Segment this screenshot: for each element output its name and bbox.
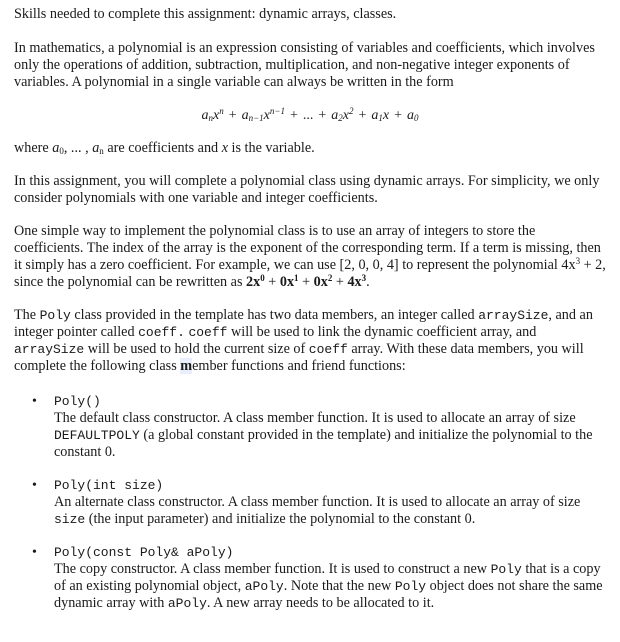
function-description: The default class constructor. A class member function. It is used to allocate an array of size DEFAULTPOLY (a global constant provided in the template) and initialize the polynomial to the constant 0. [54,410,593,460]
function-signature: Poly(const Poly& aPoly) [54,545,234,560]
implementation-paragraph: One simple way to implement the polynomial class is to use an array of integers to store the coefficients. The index of the array is the exponent of the corresponding term. If a term is missing, then it simply has a zero coefficient. For example, we can use [2, 0, 0, 4] to represent the polynomial $4x^3 + 2$, since the polynomial can be rewritten as $2x^0 + 0x^1 + 0x^2 + 4x^3$. [14,223,606,290]
assignment-paragraph: In this assignment, you will complete a polynomial class using dynamic arrays. For simplicity, we only consider polynomials with one variable and integer coefficients. [14,173,600,206]
list-item [14,393,606,461]
skills-line: Skills needed to complete this assignment: dynamic arrays, classes. [14,6,397,22]
bullet-icon: • [32,394,37,409]
polynomial-formula: $a_nx^n + a_{n-1}x^{n-1}$ + ... + $a_2x^2 + a_1x + a_0$ [201,106,419,123]
intro-paragraph: In mathematics, a polynomial is an expression consisting of variables and coefficients, which involves only the operations of addition, subtraction, multiplication, and non-negative integer exponents of variables. A polynomial in a single variable can always be written in the form [14,40,595,90]
poly-class-paragraph: The Poly class provided in the template has two data members, an integer called arraySize, and an integer pointer called coeff. coeff will be used to link the dynamic coefficient array, and arraySize will be used to hold the current size of coeff array. With these data members, you will complete the following class member functions and friend functions: [14,307,593,374]
bullet-icon: • [32,545,37,560]
where-paragraph: where $a_0$, ... , $a_n$ are coefficients and x is the variable. [14,140,315,156]
function-list [14,393,606,612]
list-item [14,544,606,612]
function-description: The copy constructor. A class member function. It is used to construct a new Poly that is a copy of an existing polynomial object, aPoly. Note that the new Poly object does not share the same dynamic array with aPoly. A new array needs to be allocated to it. [54,561,603,611]
function-signature: Poly(int size) [54,478,164,493]
list-item [14,477,606,528]
function-description: An alternate class constructor. A class member function. It is used to allocate an array of size size (the input parameter) and initialize the polynomial to the constant 0. [54,494,581,527]
bullet-icon: • [32,478,37,493]
function-signature: Poly() [54,394,101,409]
